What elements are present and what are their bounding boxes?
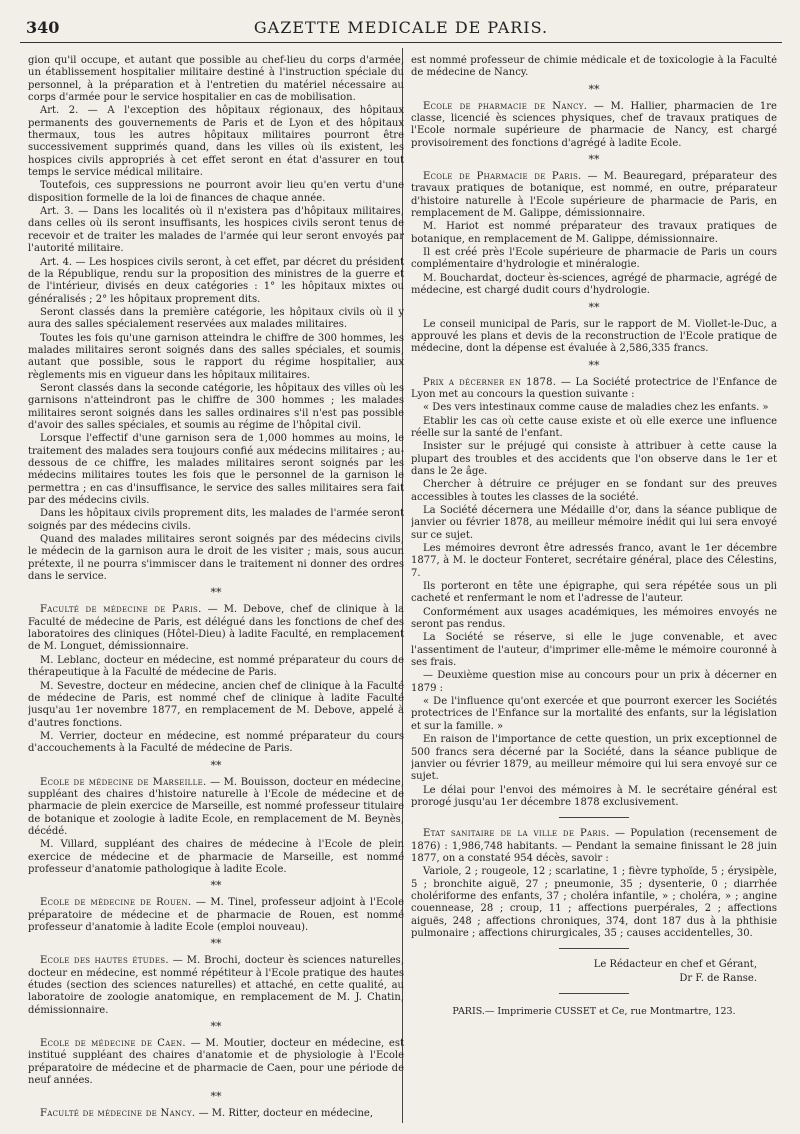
- section-separator: **: [588, 300, 600, 314]
- paragraph: Art. 2. — A l'exception des hôpitaux régionaux, des hôpitaux permanents des gouvernements de Paris et de Lyon et des hôpitaux thermaux, tous les autres hôpitaux militaires pourront être successivement supprimés quand, dans les villes où ils existent, les hospices civils appropriés à cet effet seront en état d'assurer en tout temps le service médical militaire.: [28, 105, 404, 179]
- paragraph: Chercher à détruire ce préjuger en se fondant sur des preuves accessibles à toutes les classes de la société.: [411, 479, 777, 503]
- paragraph: M. Sevestre, docteur en médecine, ancien chef de clinique à la Faculté de médecine de Paris, est nommé chef de clinique à ladite Faculté jusqu'au 1er novembre 1877, en remplacement de M. Debove, appelé à d'autres fonctions.: [28, 680, 404, 729]
- paragraph: M. Villard, suppléant des chaires de médecine à l'Ecole de plein exercice de médecine et de pharmacie de Marseille, est nommé professeur d'anatomie pathologique à ladite Ecole.: [28, 839, 404, 875]
- paragraph: gion qu'il occupe, et autant que possible au chef-lieu du corps d'armée, un établissement hospitalier militaire destiné à l'instruction spéciale du personnel, à la préparation et à l'entretien du matériel nécessaire au corps d'armée pour le service hospitalier en cas de mobilisation.: [28, 55, 404, 104]
- caen-item: Ecole de médecine de Caen. — M. Moutier, docteur en médecine, est institué suppléant des chaires d'anatomie et de physiologie à l'Ecole préparatoire de médecine et de pharmacie de Caen, pour une période de neuf années.: [28, 1038, 404, 1087]
- paragraph: Il est créé près l'Ecole supérieure de pharmacie de Paris un cours complémentaire d'hydrologie et minéralogie.: [411, 247, 777, 271]
- section-separator: **: [210, 586, 222, 600]
- paragraph: Ils porteront en tête une épigraphe, qui sera répétée sous un pli cacheté et renfermant le nom et l'adresse de l'auteur.: [411, 581, 777, 605]
- section-rule: [559, 817, 629, 818]
- signature-title: Le Rédacteur en chef et Gérant,: [593, 959, 757, 971]
- printer-imprint: PARIS.— Imprimerie CUSSET et Ce, rue Montmartre, 123.: [452, 1006, 736, 1017]
- section-rule: [559, 993, 629, 994]
- paragraph: Le délai pour l'envoi des mémoires à M. le secrétaire général est prorogé jusqu'au 1er décembre 1878 exclusivement.: [411, 784, 777, 808]
- paragraph: est nommé professeur de chimie médicale et de toxicologie à la Faculté de médecine de Nancy.: [411, 55, 777, 79]
- marseille-item: Ecole de médecine de Marseille. — M. Bouisson, docteur en médecine, suppléant des chaires d'histoire naturelle à l'Ecole de médecine et de pharmacie de plein exercice de Marseille, est nommé professeur titulaire de botanique et zoologie à ladite Ecole, en remplacement de M. Beynès, décédé.: [28, 776, 404, 837]
- paragraph: La Société se réserve, si elle le juge convenable, et avec l'assentiment de l'auteur, d'imprimer elle-même le mémoire couronné à ses frais.: [411, 632, 777, 669]
- section-heading: Ecole de médecine de Caen.: [40, 1038, 186, 1050]
- paragraph: Seront classés dans la seconde catégorie, les hôpitaux des villes où les garnisons n'atteindront pas le chiffre de 300 hommes ; les malades militaires seront soignés dans les salles ordinaires s'il n'est pas possible d'avoir des salles spéciales, et soumis au régime de l'hôpital civil.: [28, 382, 404, 431]
- paragraph: Le conseil municipal de Paris, sur le rapport de M. Viollet-le-Duc, a approuvé les plans et devis de la reconstruction de l'Ecole pratique de médecine, dont la dépense est évaluée à 2,586,335 francs.: [411, 318, 777, 355]
- section-heading: Ecole des hautes études.: [40, 955, 169, 967]
- section-heading: Ecole de pharmacie de Nancy.: [423, 100, 588, 112]
- paragraph: Etablir les cas où cette cause existe et où elle exerce une influence réelle sur la santé de l'enfant.: [411, 415, 777, 439]
- paragraph: « Des vers intestinaux comme cause de maladies chez les enfants. »: [423, 402, 769, 414]
- section-separator: **: [588, 358, 600, 372]
- paragraph: La Société décernera une Médaille d'or, dans la séance publique de janvier ou février 1878, au meilleur mémoire inédit qui lui sera envoyé sur ce sujet.: [411, 504, 777, 541]
- paragraph: Quand des malades militaires seront soignés par des médecins civils, le médecin de la garnison aura le droit de les visiter ; mais, sous aucun prétexte, il ne pourra s'immiscer dans le traitement ni donner des ordres dans le service.: [28, 534, 404, 583]
- paragraph: M. Bouchardat, docteur ès-sciences, agrégé de pharmacie, agrégé de médecine, est chargé dudit cours d'hydrologie.: [411, 272, 777, 297]
- journal-title: GAZETTE MEDICALE DE PARIS.: [253, 18, 549, 37]
- section-heading: Faculté de médecine de Paris.: [40, 604, 202, 616]
- section-separator: **: [210, 1020, 222, 1034]
- paragraph: Les mémoires devront être adressés franco, avant le 1er décembre 1877, à M. le docteur Fonteret, secrétaire général, place des Célestins, 7.: [411, 543, 777, 579]
- section-rule: [559, 948, 629, 949]
- rouen-item: Ecole de médecine de Rouen. — M. Tinel, professeur adjoint à l'Ecole préparatoire de médecine et de pharmacie de Rouen, est nommé professeur d'anatomie à ladite Ecole (emploi nouveau).: [28, 897, 404, 933]
- paragraph: Conformément aux usages académiques, les mémoires envoyés ne seront pas rendus.: [411, 606, 777, 631]
- pharmacy-paris-item: Ecole de Pharmacie de Paris. — M. Beauregard, préparateur des travaux pratiques de botanique, est nommé, en outre, préparateur d'histoire naturelle à l'Ecole supérieure de pharmacie de Paris, en remplacement de M. Galippe, démissionnaire.: [411, 171, 777, 220]
- paragraph: M. Hariot est nommé préparateur des travaux pratiques de botanique, en remplacement de M. Galippe, démissionnaire.: [411, 221, 777, 245]
- paragraph: Art. 4. — Les hospices civils seront, à cet effet, par décret du président de la République, rendu sur la proposition des ministres de la guerre et de l'intérieur, divisés en deux catégories : 1° les hôpitaux mixtes ou généralisés ; 2° les hôpitaux proprement dits.: [28, 256, 404, 305]
- paragraph: Dans les hôpitaux civils proprement dits, les malades de l'armée seront soignés par des médecins civils.: [28, 508, 404, 532]
- section-separator: **: [210, 937, 222, 951]
- paragraph: Seront classés dans la première catégorie, les hôpitaux civils où il y aura des salles spécialement reservées aux malades militaires.: [28, 306, 404, 331]
- nancy-item: Faculté de médecine de Nancy. — M. Ritter, docteur en médecine,: [40, 1108, 374, 1120]
- section-heading: Prix a décerner en 1878.: [423, 376, 557, 388]
- section-separator: **: [210, 758, 222, 772]
- paragraph: M. Leblanc, docteur en médecine, est nommé préparateur du cours de thérapeutique à la Faculté de médecine de Paris.: [28, 654, 404, 679]
- health-report-item: Etat sanitaire de la ville de Paris. — Population (recensement de 1876) : 1,986,748 habitants. — Pendant la semaine finissant le 28 juin 1877, on a constaté 954 décès, savoir :: [411, 828, 777, 864]
- prize-item: Prix a décerner en 1878. — La Société protectrice de l'Enfance de Lyon met au concours la question suivante :: [411, 376, 777, 400]
- paragraph: — Deuxième question mise au concours pour un prix à décerner en 1879 :: [411, 670, 777, 694]
- section-separator: **: [588, 153, 600, 167]
- paragraph: Art. 3. — Dans les localités où il n'existera pas d'hôpitaux militaires, dans celles où ils seront insuffisants, les hospices civils seront tenus de recevoir et de traiter les malades de l'armée qui leur seront envoyés par l'autorité militaire.: [28, 206, 404, 255]
- section-heading: Ecole de médecine de Rouen.: [40, 897, 192, 909]
- section-heading: Etat sanitaire de la ville de Paris.: [423, 828, 610, 840]
- signature-name: Dr F. de Ranse.: [679, 972, 757, 984]
- pharmacy-nancy-item: Ecole de pharmacie de Nancy. — M. Hallier, pharmacien de 1re classe, licencié ès sciences physiques, chef de travaux pratiques de l'Ecole normale supérieure de pharmacie de Nancy, est chargé provisoirement des fonctions d'agrégé à ladite Ecole.: [411, 100, 777, 149]
- paragraph: Insister sur le préjugé qui consiste à attribuer à cette cause la plupart des troubles et des accidents que l'on observe dans le 1er et dans le 2e âge.: [411, 441, 777, 477]
- paragraph: Toutefois, ces suppressions ne pourront avoir lieu qu'en vertu d'une disposition formelle de la loi de finances de chaque année.: [28, 180, 404, 204]
- section-separator: **: [210, 879, 222, 893]
- paragraph: Variole, 2 ; rougeole, 12 ; scarlatine, 1 ; fièvre typhoïde, 5 ; érysipèle, 5 ; bronchite aiguë, 27 ; pneumonie, 35 ; dysenterie, 0 ; diarrhée cholériforme des enfants, 37 ; choléra infantile, » ; choléra, » ; angine couennease, 28 ; croup, 11 ; affections puerpérales, 2 ; affections aiguës, 248 ; affections chroniques, 374, dont 187 dus à la phthisie pulmonaire ; affections chirurgicales, 35 ; causes accidentelles, 30.: [411, 866, 777, 939]
- hautes-etudes-item: Ecole des hautes études. — M. Brochi, docteur ès sciences naturelles, docteur en médecine, est nommé répétiteur à l'Ecole pratique des hautes études (section des sciences naturelles) et attaché, en cette qualité, au laboratoire de zoologie anatomique, en remplacement de M. J. Chatin, démissionnaire.: [28, 955, 404, 1016]
- section-heading: Faculté de médecine de Nancy.: [40, 1108, 196, 1120]
- right-column: [411, 55, 777, 1120]
- paragraph: Lorsque l'effectif d'une garnison sera de 1,000 hommes au moins, le traitement des malades sera toujours confié aux médecins militaires ; au-dessous de ce chiffre, les malades militaires seront soignés par les médecins militaires toutes les fois que le personnel de la garnison le permettra ; en cas d'insuffisance, le service des salles militaires sera fait par des médecins civils.: [28, 433, 404, 507]
- section-heading: Ecole de Pharmacie de Paris.: [423, 171, 582, 183]
- paragraph: Toutes les fois qu'une garnison atteindra le chiffre de 300 hommes, les malades militaires seront soignés dans des salles spéciales, et soumis, autant que possible, sous le rapport du régime hospitalier, aux règlements mis en vigueur dans les hôpitaux militaires.: [28, 332, 404, 381]
- section-separator: **: [210, 1090, 222, 1104]
- paragraph: En raison de l'importance de cette question, un prix exceptionnel de 500 francs sera décerné par la Société, dans la séance publique de janvier ou février 1879, au meilleur mémoire qui lui sera envoyé sur ce sujet.: [411, 734, 777, 783]
- paragraph: M. Verrier, docteur en médecine, est nommé préparateur du cours d'accouchements à la Faculté de médecine de Paris.: [28, 730, 404, 755]
- paris-item: Faculté de médecine de Paris. — M. Debove, chef de clinique à la Faculté de médecine de Paris, est délégué dans les fonctions de chef des laboratoires des cliniques (Hôtel-Dieu) à ladite Faculté, en remplacement de M. Longuet, démissionnaire.: [28, 604, 404, 653]
- page-header: [20, 14, 782, 43]
- section-heading: Ecole de médecine de Marseille.: [40, 776, 207, 788]
- page-number: 340: [26, 18, 60, 37]
- paragraph: « De l'influence qu'ont exercée et que pourront exercer les Sociétés protectrices de l'Enfance sur la mortalité des enfants, sur la législation et sur la famille. »: [411, 696, 777, 732]
- section-separator: **: [588, 82, 600, 96]
- left-column: [28, 55, 404, 1120]
